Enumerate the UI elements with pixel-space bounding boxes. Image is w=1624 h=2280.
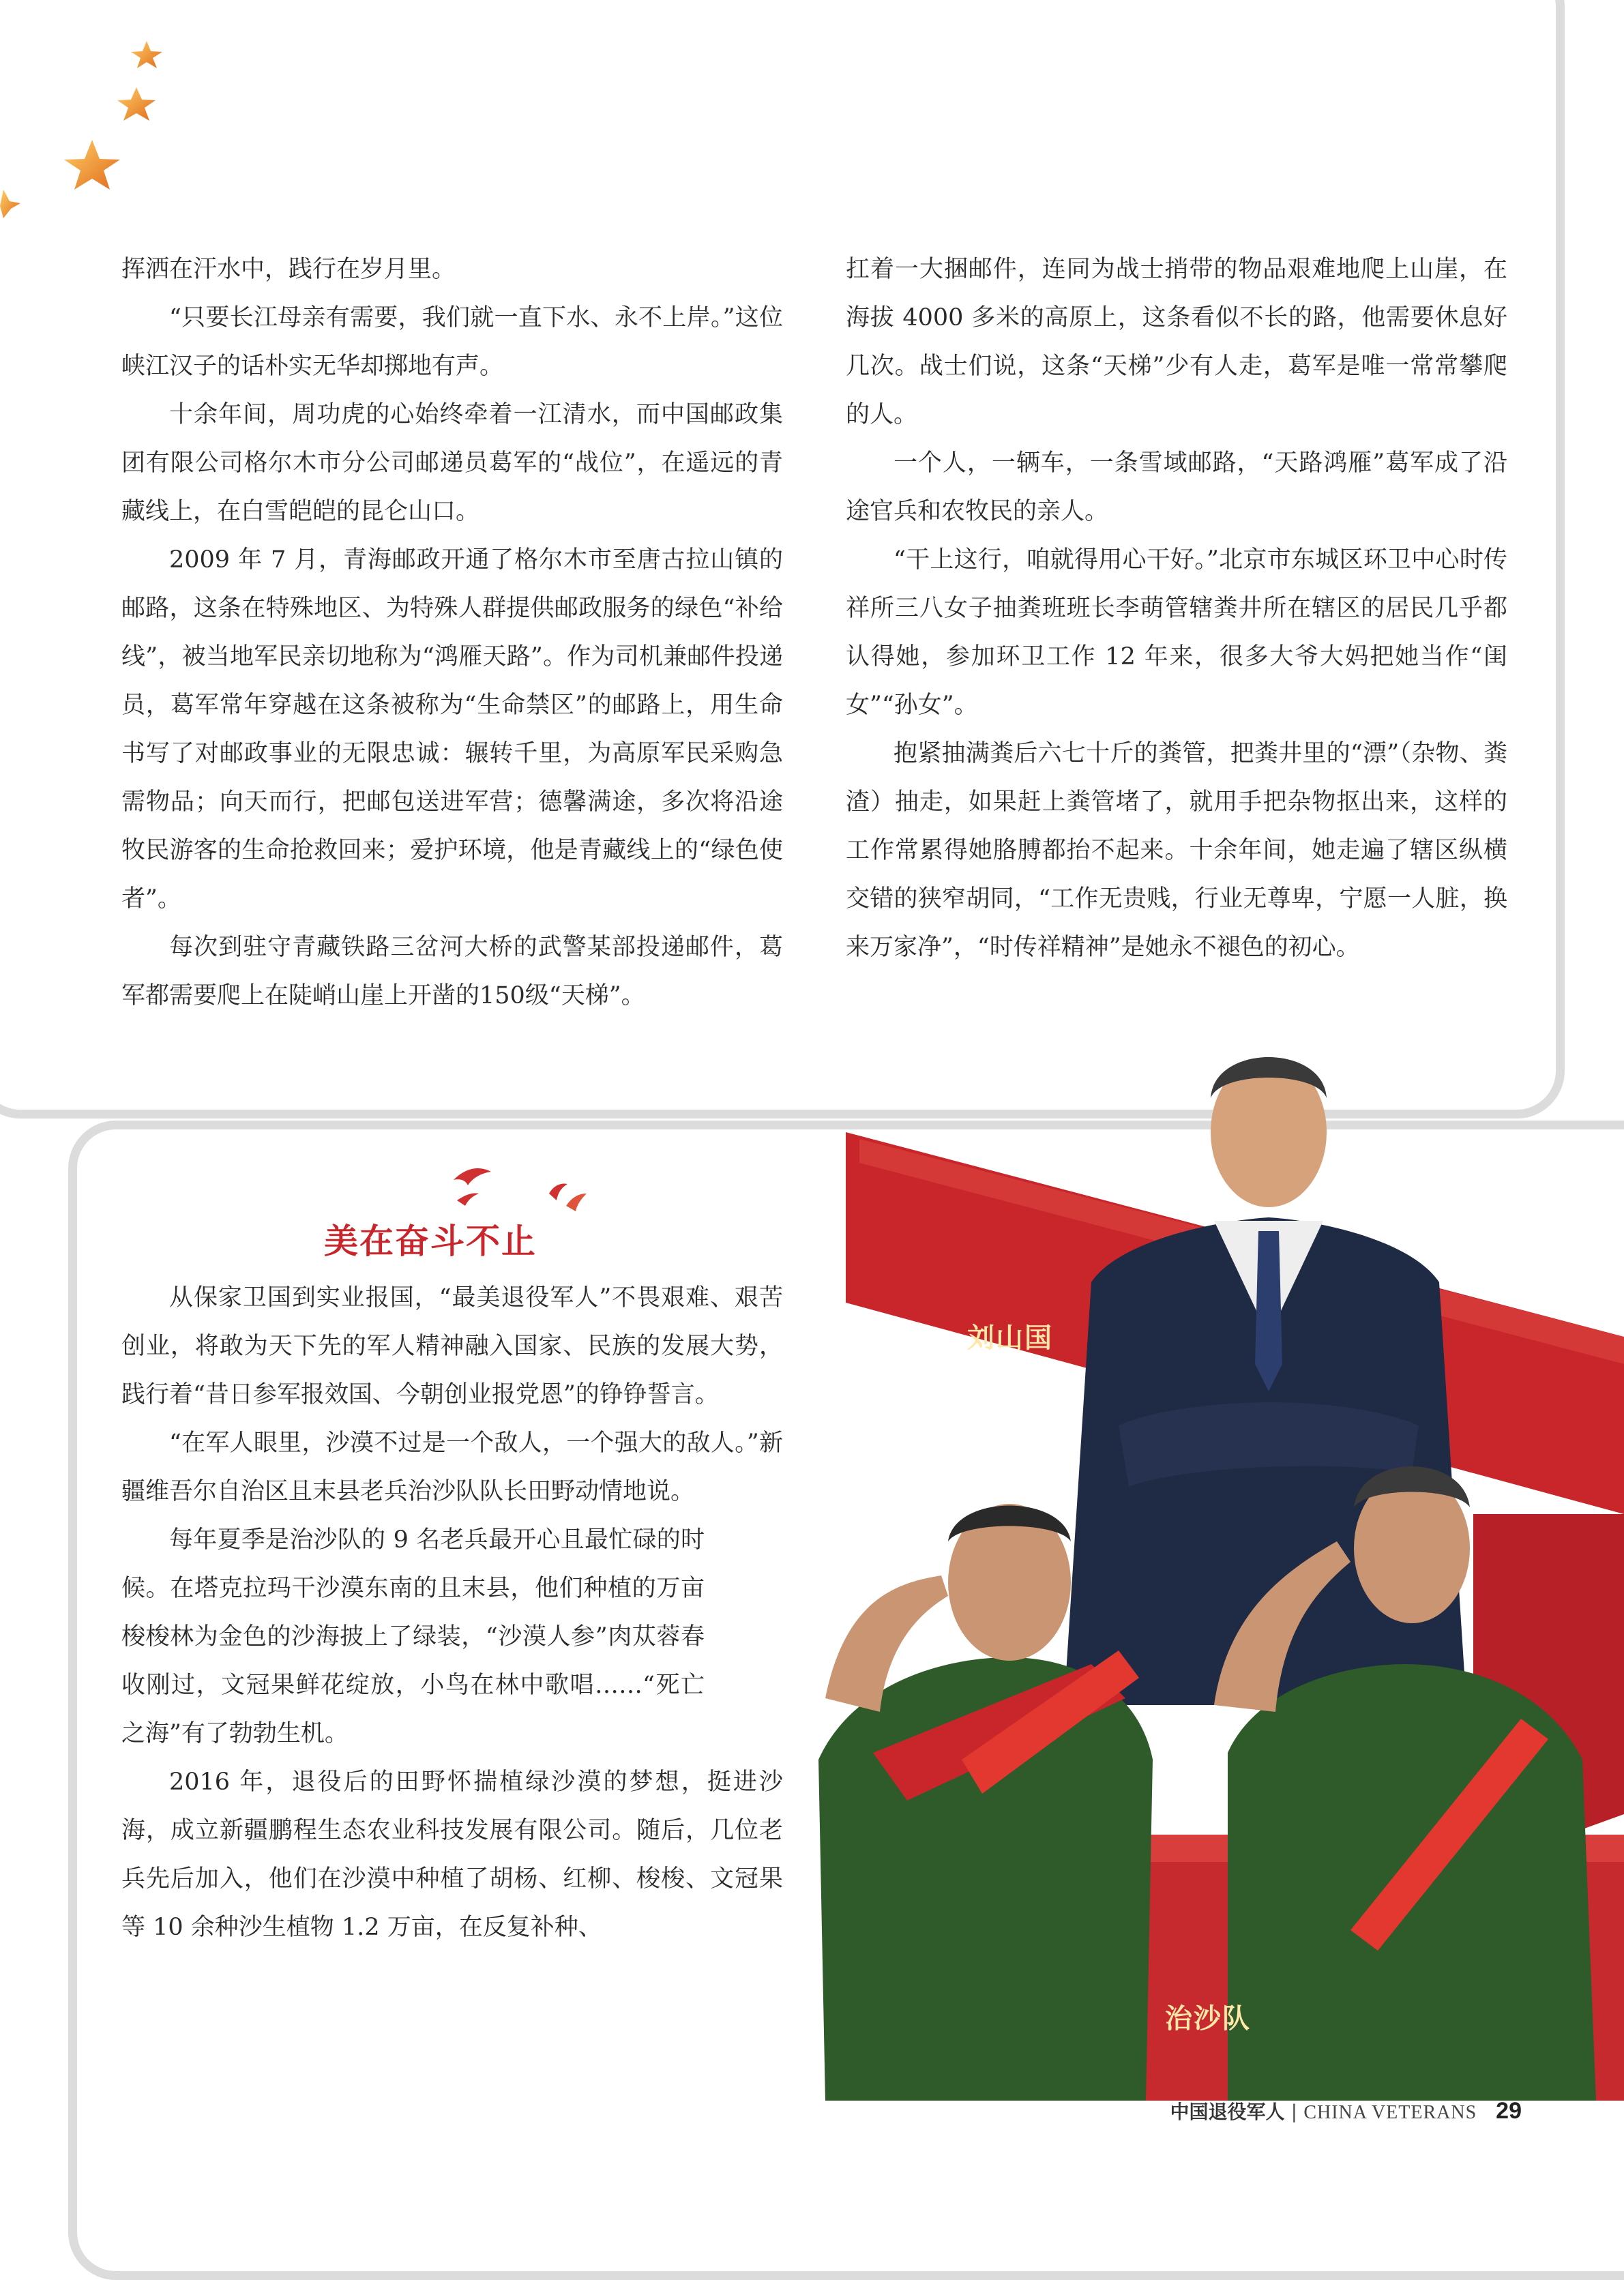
article-column-bottom [121,1274,783,1952]
paragraph: “在军人眼里，沙漠不过是一个敌人，一个强大的敌人。”新疆维吾尔自治区且末县老兵治沙队队长田野动情地说。 [121,1430,783,1505]
paragraph: 2009 年 7 月，青海邮政开通了格尔木市至唐古拉山镇的邮路，这条在特殊地区、为特殊人群提供邮政服务的绿色“补给线”，被当地军民亲切地称为“鸿雁天路”。作为司机兼邮件投递员，葛军常年穿越在这条被称为“生命禁区”的邮路上，用生命书写了对邮政事业的无限忠诚：辗转千里，为高原军民采购急需物品；向天而行，把邮包送进军营；德馨满途，多次将沿途牧民游客的生命抢救回来；爱护环境，他是青藏线上的“绿色使者”。 [121,546,783,913]
paragraph: 从保家卫国到实业报国，“最美退役军人”不畏艰难、艰苦创业，将敢为天下先的军人精神融入国家、民族的发展大势，践行着“昔日参军报效国、今朝创业报党恩”的铮铮誓言。 [121,1284,783,1408]
star-icon [0,190,20,218]
star-icon [131,41,162,68]
paragraph: 扛着一大捆邮件，连同为战士捎带的物品艰难地爬上山崖，在海拔 4000 多米的高原上，这条看似不长的路，他需要休息好几次。战士们说，这条“天梯”少有人走，葛军是唯一常常攀爬的人。 [846,256,1507,428]
paragraph: 挥洒在汗水中，践行在岁月里。 [121,256,456,283]
star-icon [117,87,156,121]
birds-icon [286,1153,655,1221]
paragraph: 每年夏季是治沙队的 9 名老兵最开心且最忙碌的时候。在塔克拉玛干沙漠东南的且末县，他们种植的万亩梭梭林为金色的沙海披上了绿装，“沙漠人参”肉苁蓉春收刚过，文冠果鲜花绽放，小鸟在林中歌唱……“死亡之海”有了勃勃生机。 [121,1526,705,1747]
name-label-liu-shanguo: 刘山国 [967,1322,1053,1354]
name-label-sand-control-team: 治沙队 [1165,2003,1251,2034]
footer-separator: | [1291,2101,1297,2123]
magazine-english-name: CHINA VETERANS [1303,2102,1477,2123]
veterans-photo [737,982,1624,2101]
section-title: 美在奋斗不止 [324,1221,537,1261]
article-column-right [846,246,1507,972]
article-column-left [121,246,783,1020]
paragraph: 十余年间，周功虎的心始终牵着一江清水，而中国邮政集团有限公司格尔木市分公司邮递员葛军的“战位”，在遥远的青藏线上，在白雪皑皑的昆仑山口。 [121,401,783,525]
paragraph: 一个人，一辆车，一条雪域邮路，“天路鸿雁”葛军成了沿途官兵和农牧民的亲人。 [846,449,1507,525]
page-number: 29 [1496,2098,1522,2124]
paragraph: 每次到驻守青藏铁路三岔河大桥的武警某部投递邮件，葛军都需要爬上在陡峭山崖上开凿的150级“天梯”。 [121,934,783,1009]
paragraph: “干上这行，咱就得用心干好。”北京市东城区环卫中心时传祥所三八女子抽粪班班长李萌管辖粪井所在辖区的居民几乎都认得她，参加环卫工作 12 年来，很多大爷大妈把她当作“闺女”“孙女”。 [846,546,1507,719]
magazine-name: 中国退役军人 [1170,2101,1285,2122]
star-icon [64,140,120,190]
paragraph: 抱紧抽满粪后六七十斤的粪管，把粪井里的“漂”（杂物、粪渣）抽走，如果赶上粪管堵了，就用手把杂物抠出来，这样的工作常累得她胳膊都抬不起来。十余年间，她走遍了辖区纵横交错的狭窄胡同，“工作无贵贱，行业无尊卑，宁愿一人脏，换来万家净”，“时传祥精神”是她永不褪色的初心。 [846,740,1507,961]
paragraph: “只要长江母亲有需要，我们就一直下水、永不上岸。”这位峡江汉子的话朴实无华却掷地有声。 [121,304,783,380]
stars-decoration [0,27,177,232]
paragraph: 2016 年，退役后的田野怀揣植绿沙漠的梦想，挺进沙海，成立新疆鹏程生态农业科技发展有限公司。随后，几位老兵先后加入，他们在沙漠中种植了胡杨、红柳、梭梭、文冠果等 10 余种沙生植物 1.2 万亩，在反复补种、 [121,1768,783,1941]
section-header [286,1153,655,1275]
page-footer [1170,2097,1522,2124]
